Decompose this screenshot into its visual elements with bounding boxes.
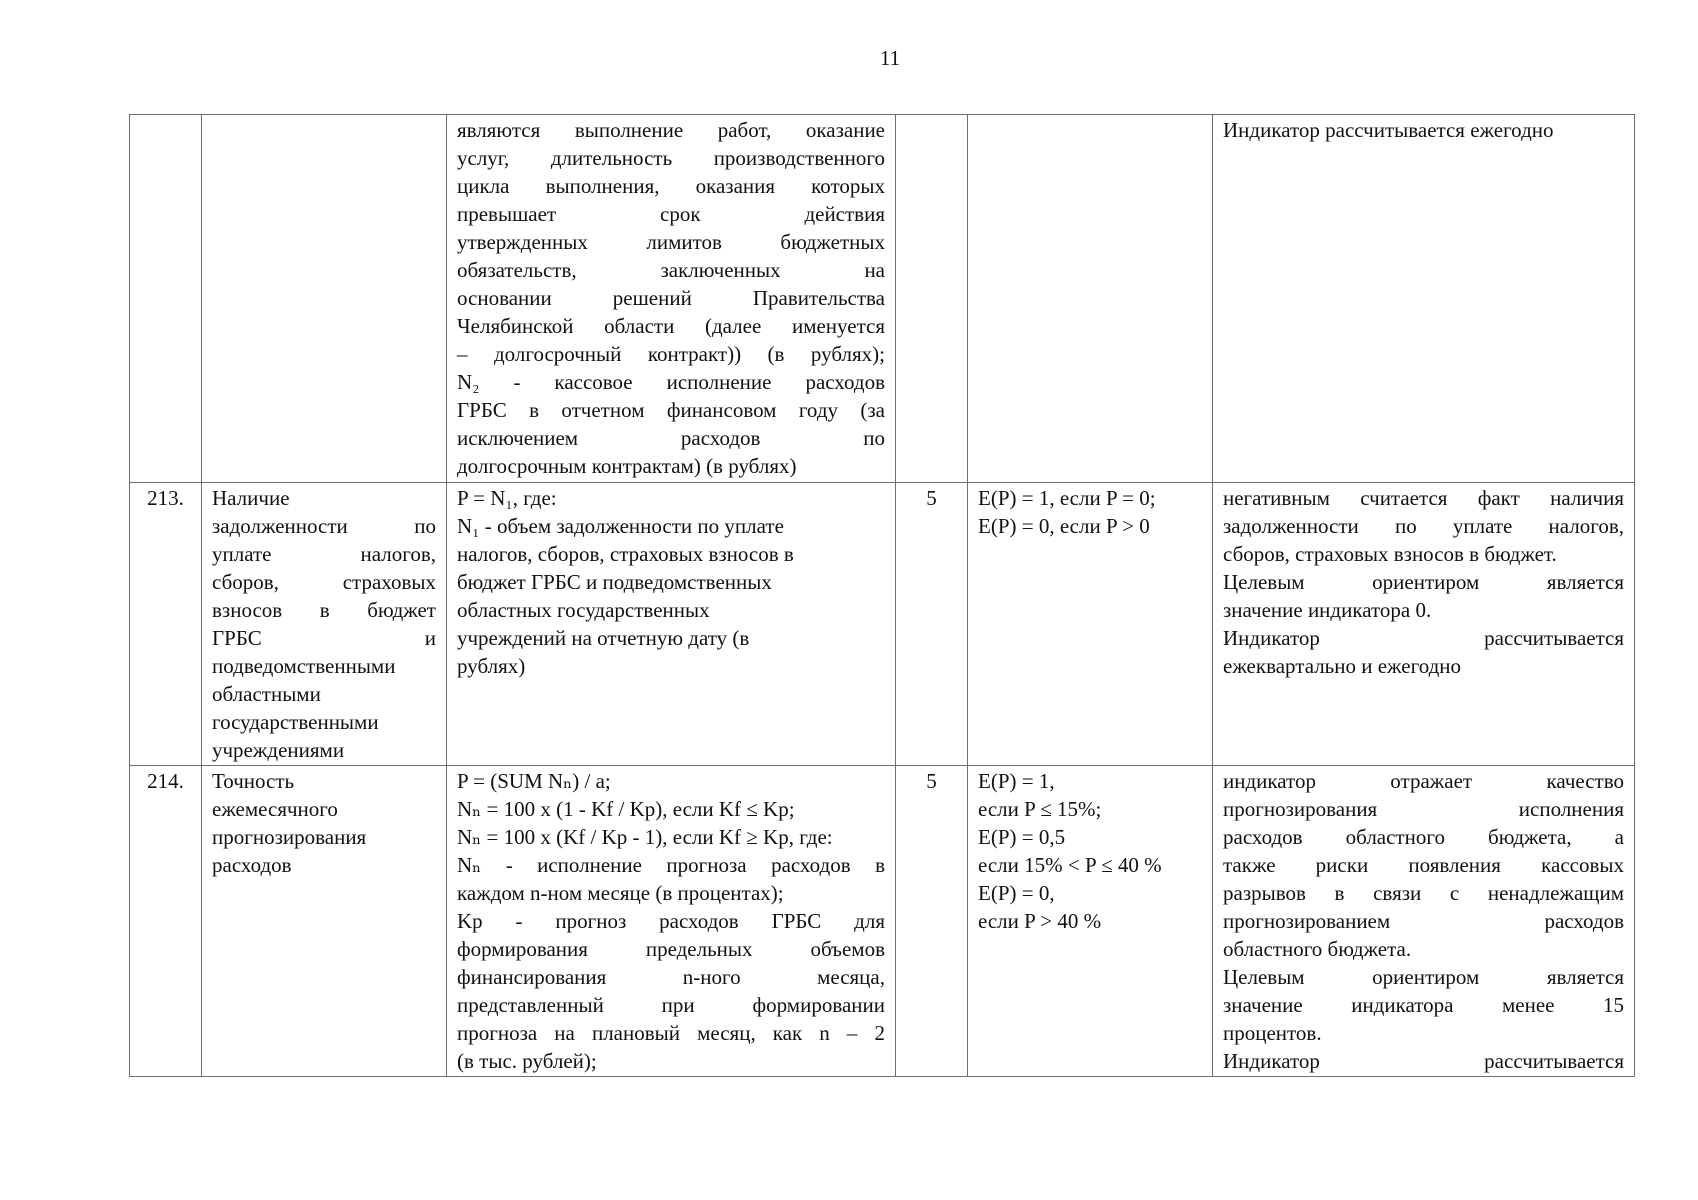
cell-line: Точность	[212, 769, 295, 793]
table-row	[130, 483, 1635, 766]
page-number: 11	[879, 46, 901, 70]
cell-line: рублях)	[457, 654, 526, 678]
grade-cell: 5	[896, 766, 968, 1077]
row-number-cell: 214.	[130, 766, 202, 1077]
rating-cell	[968, 115, 1213, 483]
table-row	[130, 766, 1635, 1077]
cell-line: финансирования n-ного месяца,	[457, 965, 885, 989]
cell-line: значение индикатора 0.	[1223, 598, 1432, 622]
comment-cell	[1213, 766, 1635, 1077]
cell-line: обязательств, заключенных на	[457, 258, 885, 282]
cell-line: P = (SUM Nₙ) / a;	[457, 769, 611, 793]
cell-line: прогнозирования исполнения	[1223, 797, 1624, 821]
indicator-name-cell	[202, 483, 447, 766]
cell-line: негативным считается факт наличия	[1223, 486, 1624, 510]
cell-line: взносов в бюджет	[212, 598, 436, 622]
cell-line: ежемесячного	[212, 797, 338, 821]
cell-line: основании решений Правительства	[457, 286, 885, 310]
cell-line: Индикатор рассчитывается	[1223, 1049, 1624, 1073]
cell-line: E(P) = 1,	[978, 769, 1055, 793]
cell-line: ежеквартально и ежегодно	[1223, 654, 1462, 678]
cell-line: Наличие	[212, 486, 290, 510]
cell-line: N₁ - объем задолженности по уплате	[457, 514, 784, 538]
cell-line: расходов	[212, 853, 292, 877]
cell-line: Индикатор рассчитывается ежегодно	[1223, 118, 1554, 142]
cell-line: (в тыс. рублей);	[457, 1049, 597, 1073]
cell-line: прогноза на плановый месяц, как n – 2	[457, 1021, 885, 1045]
cell-line: уплате налогов,	[212, 542, 436, 566]
cell-line: если P > 40 %	[978, 909, 1102, 933]
cell-line: значение индикатора менее 15	[1223, 993, 1624, 1017]
cell-line: Челябинской области (далее именуется	[457, 314, 885, 338]
cell-line: каждом n-ном месяце (в процентах);	[457, 881, 784, 905]
cell-line: ГРБС и	[212, 626, 436, 650]
cell-line: если P ≤ 15%;	[978, 797, 1102, 821]
comment-cell	[1213, 115, 1635, 483]
cell-line: прогнозированием расходов	[1223, 909, 1624, 933]
cell-line: учреждений на отчетную дату (в	[457, 626, 750, 650]
cell-line: являются выполнение работ, оказание	[457, 118, 885, 142]
formula-cell	[447, 115, 896, 483]
cell-line: формирования предельных объемов	[457, 937, 885, 961]
row-number-cell: 213.	[130, 483, 202, 766]
cell-line: Nₙ = 100 x (Kf / Kp - 1), если Kf ≥ Kp, где:	[457, 825, 833, 849]
cell-line: – долгосрочный контракт)) (в рублях);	[457, 342, 885, 366]
cell-line: прогнозирования	[212, 825, 367, 849]
cell-line: ГРБС в отчетном финансовом году (за	[457, 398, 885, 422]
cell-line: учреждениями	[212, 738, 345, 762]
cell-line: Целевым ориентиром является	[1223, 965, 1624, 989]
cell-line: разрывов в связи с ненадлежащим	[1223, 881, 1624, 905]
cell-line: E(P) = 0, если P > 0	[978, 514, 1150, 538]
cell-line: налогов, сборов, страховых взносов в	[457, 542, 794, 566]
cell-line: если 15% < P ≤ 40 %	[978, 853, 1162, 877]
formula-cell	[447, 766, 896, 1077]
cell-line: процентов.	[1223, 1021, 1322, 1045]
cell-line: расходов областного бюджета, а	[1223, 825, 1624, 849]
cell-line: услуг, длительность производственного	[457, 146, 885, 170]
cell-line: долгосрочным контрактам) (в рублях)	[457, 454, 797, 478]
formula-cell	[447, 483, 896, 766]
comment-cell	[1213, 483, 1635, 766]
cell-line: сборов, страховых взносов в бюджет.	[1223, 542, 1557, 566]
cell-line: областного бюджета.	[1223, 937, 1412, 961]
row-number-cell	[130, 115, 202, 483]
cell-line: N₂ - кассовое исполнение расходов	[457, 370, 885, 394]
cell-line: областных государственных	[457, 598, 710, 622]
cell-line: индикатор отражает качество	[1223, 769, 1624, 793]
indicator-name-cell	[202, 766, 447, 1077]
grade-cell: 5	[896, 483, 968, 766]
cell-line: Kp - прогноз расходов ГРБС для	[457, 909, 885, 933]
cell-line: E(P) = 0,5	[978, 825, 1066, 849]
cell-line: задолженности по уплате налогов,	[1223, 514, 1624, 538]
indicator-name-cell	[202, 115, 447, 483]
cell-line: областными	[212, 682, 321, 706]
cell-line: Nₙ = 100 x (1 - Kf / Kp), если Kf ≤ Kp;	[457, 797, 795, 821]
cell-line: задолженности по	[212, 514, 436, 538]
cell-line: Индикатор рассчитывается	[1223, 626, 1624, 650]
cell-line: P = N₁, где:	[457, 486, 557, 510]
cell-line: цикла выполнения, оказания которых	[457, 174, 885, 198]
table-row	[130, 115, 1635, 483]
cell-line: исключением расходов по	[457, 426, 885, 450]
cell-line: также риски появления кассовых	[1223, 853, 1624, 877]
cell-line: бюджет ГРБС и подведомственных	[457, 570, 772, 594]
cell-line: E(P) = 1, если P = 0;	[978, 486, 1156, 510]
rating-cell	[968, 483, 1213, 766]
cell-line: Nₙ - исполнение прогноза расходов в	[457, 853, 885, 877]
cell-line: превышает срок действия	[457, 202, 885, 226]
rating-cell	[968, 766, 1213, 1077]
cell-line: E(P) = 0,	[978, 881, 1055, 905]
cell-line: Целевым ориентиром является	[1223, 570, 1624, 594]
cell-line: утвержденных лимитов бюджетных	[457, 230, 885, 254]
cell-line: представленный при формировании	[457, 993, 885, 1017]
grade-cell	[896, 115, 968, 483]
cell-line: подведомственными	[212, 654, 396, 678]
indicators-table	[129, 114, 1635, 1077]
cell-line: сборов, страховых	[212, 570, 436, 594]
cell-line: государственными	[212, 710, 379, 734]
